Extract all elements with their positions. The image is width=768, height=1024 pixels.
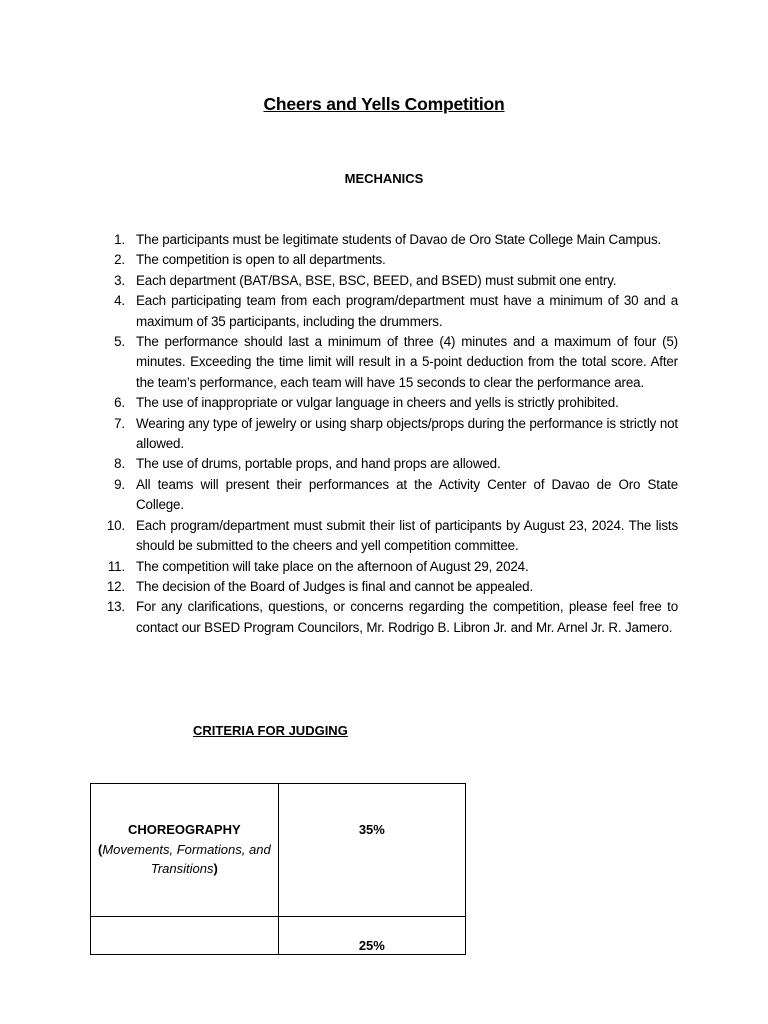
criteria-heading: CRITERIA FOR JUDGING bbox=[193, 723, 348, 738]
list-item-text: Wearing any type of jewelry or using sharp objects/props during the performance is strictly not allowed. bbox=[136, 415, 678, 452]
table-row bbox=[91, 784, 466, 917]
list-item-number: 9. bbox=[114, 476, 125, 492]
document-title: Cheers and Yells Competition bbox=[263, 94, 505, 114]
paren-open: ( bbox=[97, 842, 103, 857]
list-item bbox=[96, 271, 678, 291]
list-item-number: 11. bbox=[107, 558, 125, 574]
list-item-text: The performance should last a minimum of three (4) minutes and a maximum of four (5) minutes. Exceeding the time limit will result in a 5-point deduction from the total score. After the team’s performance, each team will have 15 seconds to clear the performance area. bbox=[136, 334, 678, 390]
list-item-text: Each program/department must submit their list of participants by August 23, 2024. The lists should be submitted to the cheers and yell competition committee. bbox=[136, 517, 678, 554]
list-item bbox=[96, 230, 678, 250]
criterion-description-wrapper bbox=[91, 840, 278, 878]
mechanics-list bbox=[96, 230, 678, 638]
percentage-cell bbox=[278, 784, 465, 917]
list-item-number: 1. bbox=[114, 232, 125, 247]
list-item bbox=[96, 516, 678, 557]
list-item-text: For any clarifications, questions, or concerns regarding the competition, please feel free to contact our BSED Program Councilors, Mr. Rodrigo B. Libron Jr. and Mr. Arnel Jr. R. Jamero. bbox=[136, 599, 678, 635]
percentage-cell bbox=[278, 917, 465, 955]
list-item-text: The use of inappropriate or vulgar language in cheers and yells is strictly prohibited. bbox=[136, 395, 619, 411]
list-item bbox=[96, 557, 678, 577]
list-item bbox=[96, 454, 678, 474]
list-item-text: The use of drums, portable props, and hand props are allowed. bbox=[136, 456, 501, 472]
list-item bbox=[96, 250, 678, 270]
list-item-number: 7. bbox=[114, 415, 125, 431]
criterion-description: Movements, Formations, and Transitions bbox=[102, 842, 271, 876]
list-item-number: 2. bbox=[114, 252, 125, 268]
list-item bbox=[96, 414, 678, 455]
list-item-number: 4. bbox=[114, 293, 125, 309]
list-item-number: 12. bbox=[106, 578, 125, 594]
table-row bbox=[91, 917, 466, 955]
list-item-number: 5. bbox=[114, 334, 125, 350]
criterion-percentage: 35% bbox=[358, 822, 385, 837]
list-item-text: The decision of the Board of Judges is final and cannot be appealed. bbox=[136, 578, 534, 594]
list-item-number: 13. bbox=[106, 599, 125, 615]
list-item-number: 3. bbox=[114, 272, 125, 288]
list-item-text: The competition will take place on the afternoon of August 29, 2024. bbox=[136, 558, 529, 574]
criterion-name: CHOREOGRAPHY bbox=[127, 822, 241, 837]
list-item-text: Each participating team from each program/department must have a minimum of 30 and a maximum of 35 participants, including the drummers. bbox=[136, 293, 678, 329]
criterion-percentage: 25% bbox=[358, 938, 385, 953]
list-item-text: All teams will present their performances at the Activity Center of Davao de Oro State College. bbox=[136, 476, 678, 513]
list-item bbox=[96, 393, 678, 413]
list-item-number: 8. bbox=[114, 456, 125, 472]
mechanics-heading: MECHANICS bbox=[344, 171, 424, 186]
criteria-table bbox=[90, 783, 466, 955]
list-item bbox=[96, 597, 678, 638]
list-item-number: 10. bbox=[106, 517, 125, 533]
list-item-text: The competition is open to all departments. bbox=[136, 252, 386, 268]
paren-close: ) bbox=[213, 861, 218, 876]
list-item bbox=[96, 577, 678, 597]
list-item bbox=[96, 475, 678, 516]
list-item-text: The participants must be legitimate students of Davao de Oro State College Main Campus. bbox=[136, 232, 662, 247]
list-item-text: Each department (BAT/BSA, BSE, BSC, BEED, and BSED) must submit one entry. bbox=[136, 272, 617, 288]
criterion-cell bbox=[91, 917, 279, 955]
list-item bbox=[96, 332, 678, 393]
criterion-cell bbox=[91, 784, 279, 917]
list-item bbox=[96, 291, 678, 332]
list-item-number: 6. bbox=[114, 395, 125, 411]
